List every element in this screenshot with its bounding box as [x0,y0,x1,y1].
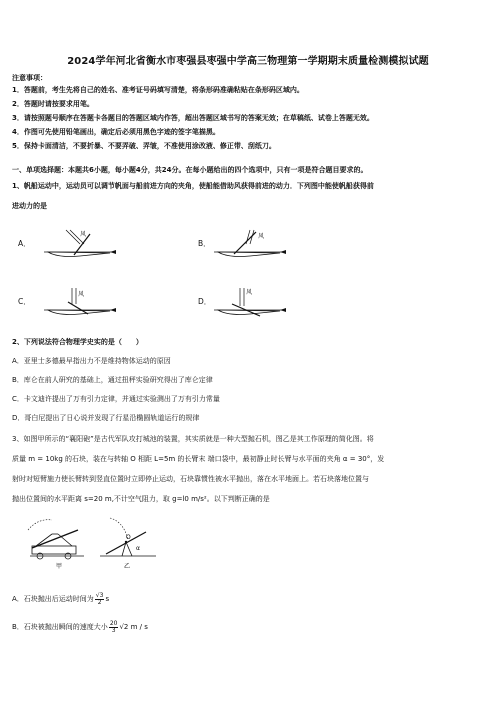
notice-item: 2．答题时请按要求用笔。 [12,100,94,108]
q3-figure-yi [96,512,160,570]
fraction-denominator: 2 [97,598,102,606]
q1-figure-d [210,284,290,322]
q2-option-b: B．库仑在前人研究的基础上，通过扭秤实验研究得出了库仑定律 [12,376,213,384]
q3-figure-jia [22,512,92,570]
question-1-stem: 1、帆船运动中，运动员可以调节帆面与船前进方向的夹角，使船能借助风获得前进的动力．下列图中能使帆船获得前 [12,182,374,190]
wind-label: 风 [80,231,87,238]
notice-item: 1．答题前，考生先将自己的姓名、准考证号码填写清楚，将条形码准确粘贴在条形码区域内。 [12,86,304,94]
q2-option-c: C．卡文迪许提出了万有引力定律，并通过实验测出了万有引力常量 [12,395,220,403]
q1-figure-a [40,226,120,262]
question-3-stem-cont: 抛出位置间的水平距离 s=20 m,不计空气阻力，取 g=l0 m/s²。以下判断正确的是 [12,495,270,503]
q3-option-a-unit: s [105,595,110,603]
q3-option-b-unit: √2 m / s [119,623,148,631]
q3-option-b-fraction [109,621,119,634]
angle-label: α [136,545,140,552]
q3-option-b-text: B．石块被抛出瞬间的速度大小 [12,623,108,631]
q2-option-d: D．哥白尼提出了日心说并发现了行星沿椭圆轨道运行的规律 [12,414,200,422]
fraction-numerator: √3 [95,591,104,599]
q1-option-c-label: C． [18,297,31,306]
question-1-stem-cont: 进动力的是 [12,202,47,210]
document-title: 2024学年河北省衡水市枣强县枣强中学高三物理第一学期期末质量检测模拟试题 [67,56,429,67]
fraction-numerator: 20 [109,619,118,627]
question-2-stem: 2、下列说法符合物理学史实的是（ ） [12,338,143,346]
wind-label: 风 [258,233,265,240]
pivot-label: O [126,534,131,541]
wind-label: 风 [78,291,85,298]
wind-label: 风 [246,289,253,296]
figure-label-jia: 甲 [56,563,63,570]
q3-option-b [12,620,486,634]
question-3-stem: 3、如图甲所示的“襄阳砲”是古代军队攻打城池的装置，其实质就是一种大型抛石机，图乙是其工作原理的简化图。将 [12,435,374,443]
notice-item: 3．请按照题号顺序在答题卡各题目的答题区域内作答，超出答题区域书写的答案无效；在草稿纸、试卷上答题无效。 [12,114,374,122]
fraction-denominator: 3 [111,626,116,634]
q3-option-a [12,592,486,606]
notice-heading: 注意事项： [12,74,47,82]
q1-figure-c [40,284,120,322]
q3-option-a-text: A．石块抛出后运动时间为 [12,595,94,603]
notice-item: 5．保持卡面清洁，不要折暴、不要弄破、弄皱，不准使用涂改液、修正带、刮纸刀。 [12,142,276,150]
q2-option-a: A．亚里士多德最早指出力不是维持物体运动的原因 [12,357,171,365]
q1-option-a-label: A． [18,239,31,248]
q1-option-d-label: D． [198,297,212,306]
question-3-stem-cont: 质量 m = 10kg 的石块，装在与转轴 O 相距 L=5m 的长臂末 端口袋中，最初静止时长臂与水平面的夹角 α = 30°，发 [12,455,385,463]
section-heading: 一、单项选择题：本题共6小题，每小题4分，共24分。在每小题给出的四个选项中，只有一项是符合题目要求的。 [12,166,368,174]
q1-figure-b [210,226,290,262]
figure-label-yi: 乙 [124,563,131,570]
q3-option-a-fraction [95,593,105,606]
question-3-stem-cont: 射时对短臂施力使长臂转到竖直位置时立即停止运动，石块靠惯性被水平抛出，落在水平地面上。若石块落地位置与 [12,475,369,483]
notice-item: 4．作图可先使用铅笔画出，确定后必须用黑色字迹的签字笔描黑。 [12,128,220,136]
q1-option-b-label: B． [198,239,211,248]
